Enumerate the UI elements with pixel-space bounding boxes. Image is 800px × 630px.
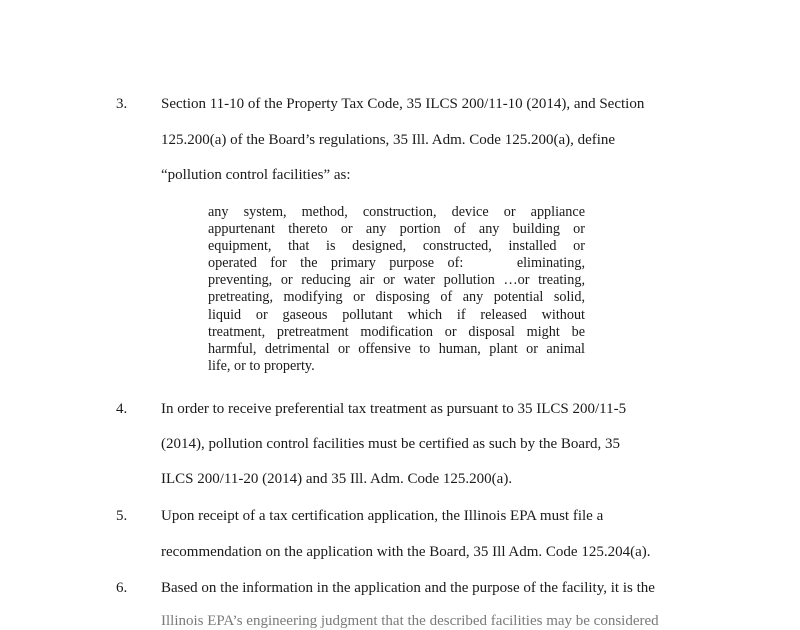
paragraph-4-line-1: In order to receive preferential tax treatment as pursuant to 35 ILCS 200/11-5: [161, 401, 627, 417]
paragraph-6-number: 6.: [116, 580, 128, 596]
paragraph-3-line-2: 125.200(a) of the Board’s regulations, 35 Ill. Adm. Code 125.200(a), define: [161, 132, 616, 148]
quote-line-4: operated for the primary purpose of: eliminating,: [208, 255, 585, 272]
paragraph-5-line-2: recommendation on the application with the Board, 35 Ill Adm. Code 125.204(a).: [161, 544, 651, 560]
block-quote: [208, 204, 585, 375]
quote-line-6: pretreating, modifying or disposing of any potential solid,: [208, 289, 585, 306]
paragraph-6-cropped-line: [161, 612, 681, 629]
quote-line-8: treatment, pretreatment modification or disposal might be: [208, 323, 585, 340]
quote-line-9: harmful, detrimental or offensive to human, plant or animal: [208, 340, 585, 357]
paragraph-4-line-3: ILCS 200/11-20 (2014) and 35 Ill. Adm. Code 125.200(a).: [161, 471, 513, 487]
paragraph-5-number: 5.: [116, 508, 128, 524]
quote-line-1: any system, method, construction, device or appliance: [208, 204, 585, 220]
paragraph-3-line-1: Section 11-10 of the Property Tax Code, 35 ILCS 200/11-10 (2014), and Section: [161, 96, 645, 112]
paragraph-6-line-1: Based on the information in the application and the purpose of the facility, it is the: [161, 580, 655, 596]
paragraph-3-number: 3.: [116, 96, 128, 112]
paragraph-3-line-3: “pollution control facilities” as:: [161, 167, 351, 183]
quote-line-2: appurtenant thereto or any portion of any building or: [208, 221, 585, 238]
paragraph-6-line-2: Illinois EPA’s engineering judgment that the described facilities may be considered: [161, 613, 659, 629]
paragraph-4-number: 4.: [116, 401, 128, 417]
quote-line-5: preventing, or reducing air or water pollution …or treating,: [208, 272, 585, 289]
quote-line-3: equipment, that is designed, constructed, installed or: [208, 238, 585, 255]
paragraph-5-line-1: Upon receipt of a tax certification application, the Illinois EPA must file a: [161, 508, 604, 524]
quote-line-7: liquid or gaseous pollutant which if released without: [208, 306, 585, 323]
quote-line-10: life, or to property.: [208, 357, 315, 374]
paragraph-4-line-2: (2014), pollution control facilities must be certified as such by the Board, 35: [161, 436, 621, 452]
